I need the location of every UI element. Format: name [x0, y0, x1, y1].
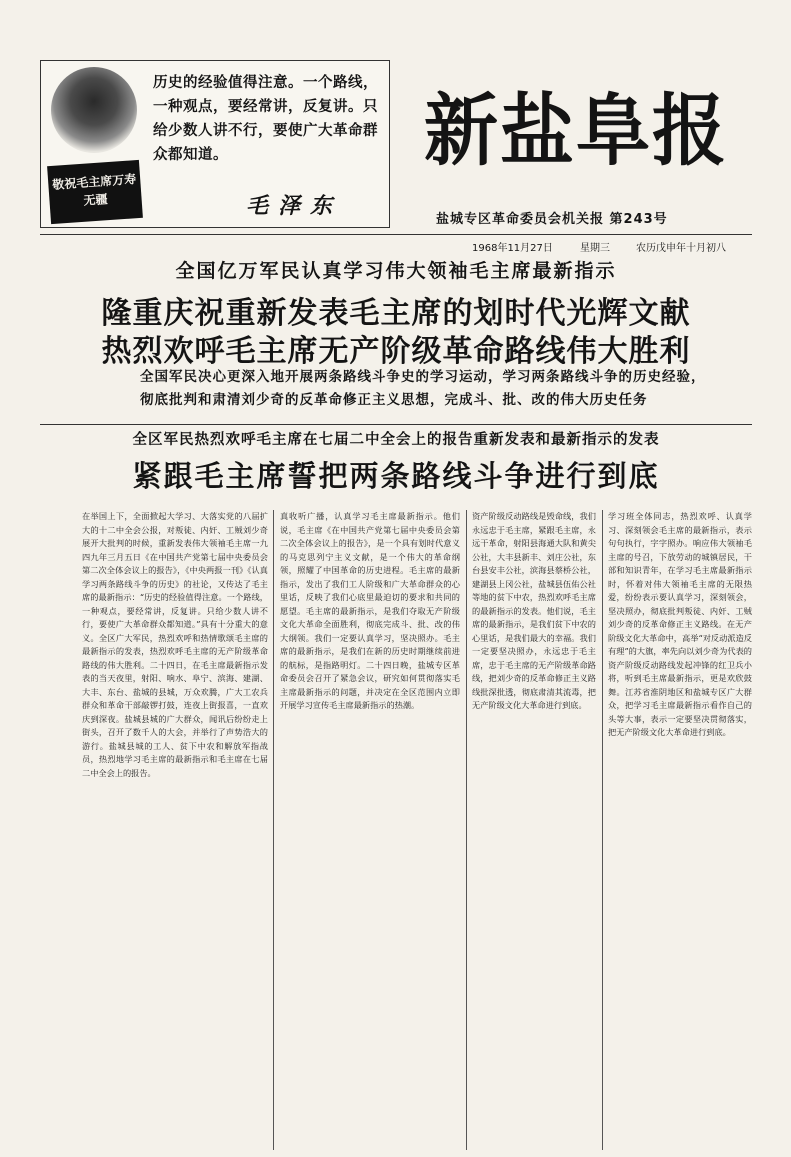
issue-weekday: 星期三 [580, 243, 610, 254]
issue-date: 1968年11月27日 [472, 243, 553, 254]
second-headline: 紧跟毛主席誓把两条路线斗争进行到底 [132, 459, 660, 493]
column-divider-3 [602, 510, 603, 1150]
lead-headline-1: 隆重庆祝重新发表毛主席的划时代光辉文献 [101, 296, 691, 331]
second-column-2: 真收听广播，认真学习毛主席最新指示。他们说，毛主席《在中国共产党第七届中央委员会第二次全体会议上的报告》，是一个具有划时代意义的马克思列宁主义文献，是一个伟大的革命纲领，照耀了中国革命的历史进程。毛主席的最新指示，发出了我们工人阶级和广大革命群众的心里话，反映了我们心底里最迫切的要求和共同的愿望。毛主席的最新指示，是我们夺取无产阶级文化大革命全面胜利，彻底完成斗、批、改的伟大纲领。我们一定要认真学习，坚决照办。毛主席的最新指示，是我们在新的历史时期继续前进的航标，是指路明灯。二十四日晚，盐城专区革命委员会召开了紧急会议，研究如何贯彻落实毛主席最新指示的问题，并决定在全区范围内立即开展学习宣传毛主席最新指示的热潮。 [280, 511, 460, 710]
slogan-banner: 敬祝毛主席万寿无疆 [47, 160, 143, 224]
second-column-3: 资产阶级反动路线是毁命线，我们永远忠于毛主席，紧跟毛主席，永远干革命，射阳县海通大队和黄尖公社，大丰县新丰、刘庄公社，东台县安丰公社，滨海县蔡桥公社，建湖县上冈公社，盐城县伍佑公社等地的贫下中农，热烈欢呼毛主席的最新指示的发表。他们说，毛主席的最新指示，是我们贫下中农的心里话，是我们最大的幸福。我们一定要坚决照办，永远忠于毛主席，忠于毛主席的无产阶级革命路线，把刘少奇的反革命修正主义路线批深批透，彻底肃清其流毒，把无产阶级文化大革命进行到底。 [472, 511, 596, 710]
lead-deck: 全国军民决心更深入地开展两条路线斗争史的学习运动，学习两条路线斗争的历史经验，彻底批判和肃清刘少奇的反革命修正主义思想，完成斗、批、改的伟大历史任务 [140, 369, 706, 408]
column-divider-2 [466, 510, 467, 1150]
issue-lunar-date: 农历戊申年十月初八 [636, 243, 726, 254]
signature: 毛泽东 [246, 193, 343, 219]
quotation-text: 历史的经验值得注意。一个路线，一种观点，要经常讲，反复讲。只给少数人讲不行，要使广大革命群众都知道。 [153, 74, 378, 163]
second-column-1: 在举国上下，全面掀起大学习、大落实党的八届扩大的十二中全会公报，对叛徒、内奸、工贼刘少奇展开大批判的时候，重新发表伟大领袖毛主席一九四九年三月五日《在中国共产党第七届中央委员会第二次全体会议上的报告》，《中央两报一刊》《认真学习两条路线斗争的历史》的社论，又传达了毛主席的最新指示：“历史的经验值得注意。一个路线，一种观点，要经常讲，反复讲。只给少数人讲不行，要使广大革命群众都知道。”具有十分重大的意义。全区广大军民，热烈欢呼和热情歌颂毛主席的最新指示的发表，热烈欢呼毛主席的无产阶级革命路线的伟大胜利。二十四日，在毛主席最新指示发表的当天夜里，射阳、响水、阜宁、滨海、建湖、大丰、东台、盐城的县城，万众欢腾，广大工农兵群众和革命干部敲锣打鼓，连夜上街报喜，一直欢庆到深夜。盐城县城的广大群众，闻讯后纷纷走上街头，召开了数千人的大会，并举行了声势浩大的游行。盐城县城的工人、贫下中农和解放军指战员，热烈地学习毛主席的最新指示和毛主席在七届二中全会上的报告。 [82, 511, 268, 778]
second-column-4: 学习班全体同志，热烈欢呼、认真学习、深刻领会毛主席的最新指示，表示句句执行，字字照办。响应伟大领袖毛主席的号召，下放劳动的城镇居民，干部和知识青年，在学习毛主席最新指示时，怀着对伟大领袖毛主席的无限热爱，纷纷表示要认真学习，深刻领会，坚决照办，彻底批判叛徒、内奸、工贼刘少奇的反革命修正主义路线。在无产阶级文化大革命中，高举“对反动派造反有理”的大旗，率先向以刘少奇为代表的资产阶级反动路线发起冲锋的红卫兵小将，听到毛主席最新指示，更是欢欣鼓舞。江苏省淮阴地区和盐城专区广大群众，把学习毛主席最新指示看作自己的头等大事，表示一定要坚决贯彻落实，把无产阶级文化大革命进行到底。 [608, 511, 752, 737]
lead-headline-2: 热烈欢呼毛主席无产阶级革命路线伟大胜利 [101, 334, 691, 369]
column-divider-1 [273, 510, 274, 1150]
second-super-headline: 全区军民热烈欢呼毛主席在七届二中全会上的报告重新发表和最新指示的发表 [132, 432, 660, 448]
newspaper-title: 新盐阜报 [424, 85, 728, 177]
portrait-emblem-icon [51, 67, 137, 153]
quotation-box [40, 60, 390, 228]
newspaper-subtitle: 盐城专区革命委员会机关报 第243号 [436, 212, 668, 227]
date-line [40, 234, 752, 257]
section-rule [40, 424, 752, 425]
lead-super-headline: 全国亿万军民认真学习伟大领袖毛主席最新指示 [175, 260, 617, 282]
